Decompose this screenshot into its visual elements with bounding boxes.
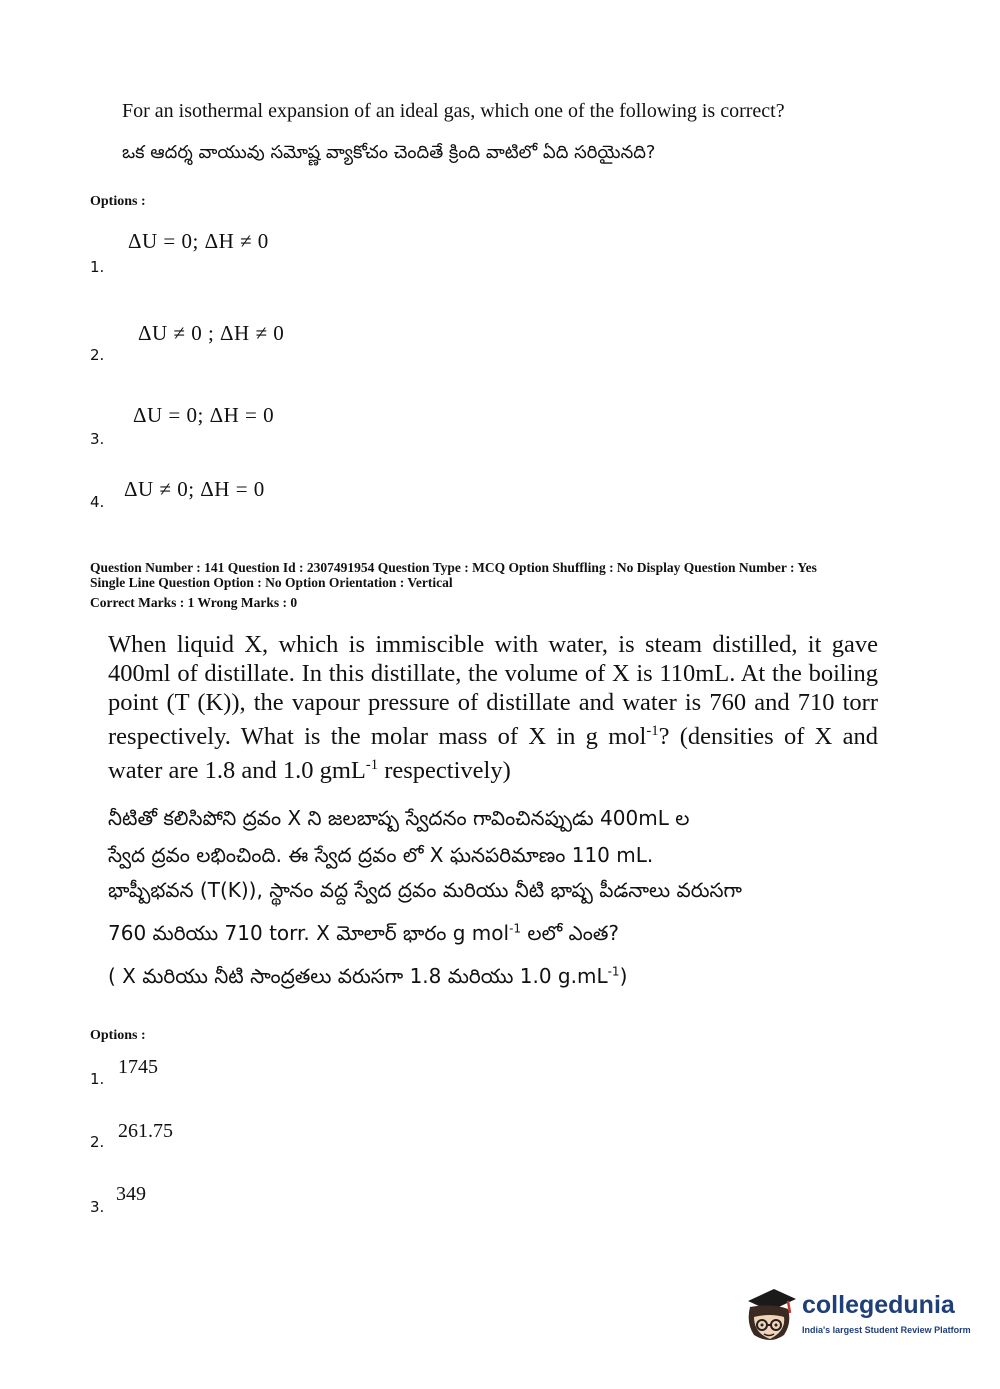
q1-option-4-text: ΔU ≠ 0; ΔH = 0 [124, 477, 265, 501]
question-meta-line-2: Single Line Question Option : No Option Orientation : Vertical [90, 575, 453, 590]
question-2-telugu-line-2: స్వేద ద్రవం లభించింది. ఈ స్వేద ద్రవం లో X ఘనపరిమాణం 110 mL. [108, 843, 654, 867]
mascot-icon [740, 1283, 800, 1349]
q2-option-2-number: 2. [90, 1133, 105, 1151]
collegedunia-logo [740, 1283, 970, 1353]
q1-option-3-text: ΔU = 0; ΔH = 0 [133, 403, 275, 427]
q2-option-3-number: 3. [90, 1198, 105, 1216]
q1-option-2-number: 2. [90, 346, 105, 364]
q1-option-1-text: ΔU = 0; ΔH ≠ 0 [128, 229, 269, 253]
options-title-2: Options : [90, 1028, 146, 1043]
question-2-telugu-line-1: నీటితో కలిసిపోని ద్రవం X ని జలబాష్ప స్వేదనం గావించినప్పుడు 400mL ల [108, 806, 690, 830]
question-2-telugu-line-4: 760 మరియు 710 torr. X మోలార్ భారం g mol$^{-1}$ లలో ఎంత? [108, 921, 620, 945]
options-title-1: Options : [90, 194, 146, 209]
question-2-text: When liquid X, which is immiscible with water, is steam distilled, it gave 400ml of distillate. In this distillate, the volume of X is 110mL. At the boiling point (T (K)), the vapour pressure of distillate and water is 760 and 710 torr respectively. What is the molar mass of X in g mol$^{-1}$? (densities of X and water are 1.8 and 1.0 gmL$^{-1}$ respectively) [108, 631, 878, 785]
q2-option-1-text: 1745 [118, 1056, 158, 1078]
question-2-telugu-line-3: భాష్పీభవన (T(K)), స్థానం వద్ద స్వేద ద్రవం మరియు నీటి భాష్ప పీడనాలు వరుసగా [108, 878, 742, 902]
question-1-text-telugu: ఒక ఆదర్శ వాయువు సమోష్ణ వ్యాకోచం చెందితే క్రింది వాటిలో ఏది సరియైనది? [122, 142, 656, 163]
q1-option-4-number: 4. [90, 493, 105, 511]
q2-option-1-number: 1. [90, 1070, 105, 1088]
question-meta-line-1: Question Number : 141 Question Id : 2307491954 Question Type : MCQ Option Shuffling : No Display Question Number : Yes [90, 560, 817, 575]
q2-option-2-text: 261.75 [118, 1120, 173, 1142]
logo-name: collegedunia [802, 1291, 955, 1319]
question-2-telugu-line-5: ( X మరియు నీటి సాంద్రతలు వరుసగా 1.8 మరియు 1.0 $g.mL^{-1}$) [108, 964, 628, 988]
question-1-text: For an isothermal expansion of an ideal gas, which one of the following is correct? [122, 100, 785, 122]
logo-tagline: India's largest Student Review Platform [802, 1325, 971, 1335]
q1-option-3-number: 3. [90, 430, 105, 448]
question-meta-line-3: Correct Marks : 1 Wrong Marks : 0 [90, 595, 298, 610]
q2-option-3-text: 349 [116, 1183, 146, 1205]
q1-option-2-text: ΔU ≠ 0 ; ΔH ≠ 0 [138, 321, 285, 345]
q1-option-1-number: 1. [90, 258, 105, 276]
